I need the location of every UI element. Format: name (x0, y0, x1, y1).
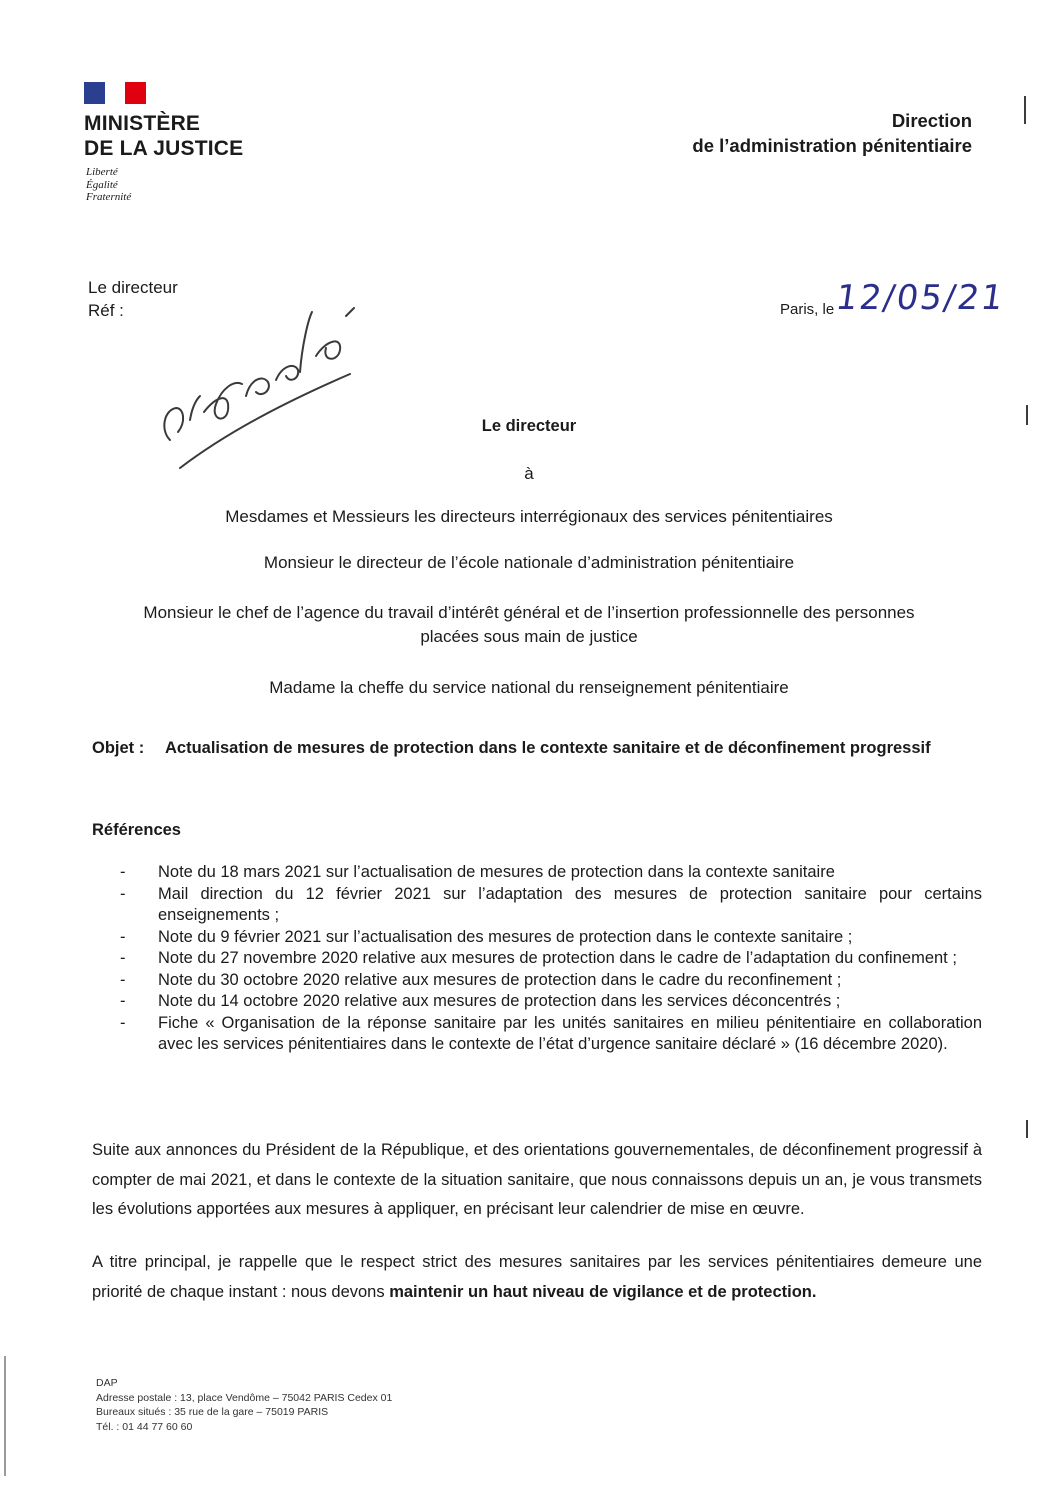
addressee-enap-director: Monsieur le directeur de l’école nationale d’administration pénitentiaire (263, 553, 795, 572)
motto-egalite: Égalité (86, 178, 118, 191)
from-director: Le directeur (481, 417, 577, 435)
sender-title: Le directeur (88, 278, 178, 297)
addressee-atigip-chief-line-2: placées sous main de justice (420, 627, 638, 646)
date-line (780, 268, 1008, 318)
ministry-name (84, 111, 243, 161)
body-paragraph-2-emphasis: maintenir un haut niveau de vigilance et de protection. (389, 1282, 817, 1301)
addressee-snrp-chief: Madame la cheffe du service national du renseignement pénitentiaire (269, 678, 789, 697)
annotation-stroke-e (316, 341, 340, 358)
footer-dap: DAP (96, 1377, 118, 1389)
flag-blue-band (84, 82, 105, 104)
subject-line (92, 737, 982, 759)
to-label: à (524, 464, 534, 483)
footer-postal-address: Adresse postale : 13, place Vendôme – 75042 PARIS Cedex 01 (96, 1391, 393, 1404)
motto-liberte: Liberté (86, 166, 118, 178)
annotation-stroke-n (246, 378, 269, 396)
footer-phone: Tél. : 01 44 77 60 60 (96, 1420, 193, 1433)
annotation-stroke-g (204, 383, 242, 419)
reference-label: Réf : (88, 301, 124, 320)
ministry-line-1: MINISTÈRE (84, 112, 201, 135)
body-paragraph-2 (92, 1248, 982, 1307)
flag-red-band (125, 82, 146, 104)
body-paragraph-1: Suite aux annonces du Président de la République, et des orientations gouvernementales, de déconfinement progressif à compter de mai 2021, et dans le contexte de la situation sanitaire, que nous connaissons depuis un an, je vous transmets les évolutions apportées aux mesures à appliquer, en précisant leur calendrier de mise en œuvre. (92, 1141, 982, 1218)
scan-edge-mark (4, 1356, 6, 1476)
annotation-tick (346, 308, 354, 316)
subject-label: Objet : (92, 739, 145, 757)
reference-item: - Fiche « Organisation de la réponse sanitaire par les unités sanitaires en milieu pénitentiaire en collaboration avec les services pénitentiaires dans le contexte de l’état d’urgence sanitaire déclaré » (16 décembre 2020). (120, 1013, 982, 1053)
body-paragraph-2-text: A titre principal, je rappelle que le respect strict des mesures sanitaires par les services pénitentiaires demeure une priorité de chaque instant : nous devons (92, 1253, 982, 1301)
references-title: Références (92, 821, 181, 839)
date-label: Paris, le (780, 301, 835, 318)
direction-line-1: Direction (891, 110, 972, 131)
flag-white-band (105, 82, 125, 104)
direction-title (692, 108, 972, 158)
handwritten-date: 12/05/21 (833, 278, 1008, 318)
ministry-line-2: DE LA JUSTICE (84, 137, 244, 160)
french-flag-logo (84, 82, 146, 104)
reference-item: - Note du 18 mars 2021 sur l’actualisation de mesures de protection dans la contexte sanitaire (120, 863, 835, 881)
reference-item: - Note du 14 octobre 2020 relative aux mesures de protection dans les services déconcentrés ; (120, 992, 841, 1010)
scan-mark (1026, 1120, 1028, 1138)
footer-address (96, 1376, 392, 1434)
republic-motto (86, 166, 131, 204)
annotation-stroke-a (276, 366, 298, 380)
direction-line-2: de l’administration pénitentiaire (692, 135, 972, 156)
reference-item: - Mail direction du 12 février 2021 sur l’adaptation des mesures de protection sanitaire pour certains enseignements ; (120, 884, 982, 924)
addressee-interregional-directors: Mesdames et Messieurs les directeurs interrégionaux des services pénitentiaires (225, 507, 833, 526)
addressee-atigip-chief-line-1: Monsieur le chef de l’agence du travail d’intérêt général et de l’insertion professionnelle des personnes (143, 603, 915, 622)
references-list (120, 862, 982, 1056)
reference-item: - Note du 9 février 2021 sur l’actualisation des mesures de protection dans le contexte sanitaire ; (120, 927, 853, 946)
annotation-stroke-l (300, 312, 312, 372)
handwritten-annotation (150, 300, 370, 480)
scan-mark (1024, 96, 1026, 124)
reference-item: - Note du 30 octobre 2020 relative aux mesures de protection dans le cadre du reconfinement ; (120, 970, 842, 989)
footer-office-address: Bureaux situés : 35 rue de la gare – 75019 PARIS (96, 1406, 329, 1418)
scan-mark (1026, 405, 1028, 425)
reference-item: - Note du 27 novembre 2020 relative aux mesures de protection dans le cadre de l’adaptation du confinement ; (120, 949, 957, 967)
motto-fraternite: Fraternité (86, 191, 132, 203)
subject-text: Actualisation de mesures de protection dans le contexte sanitaire et de déconfinement progressif (165, 739, 931, 757)
